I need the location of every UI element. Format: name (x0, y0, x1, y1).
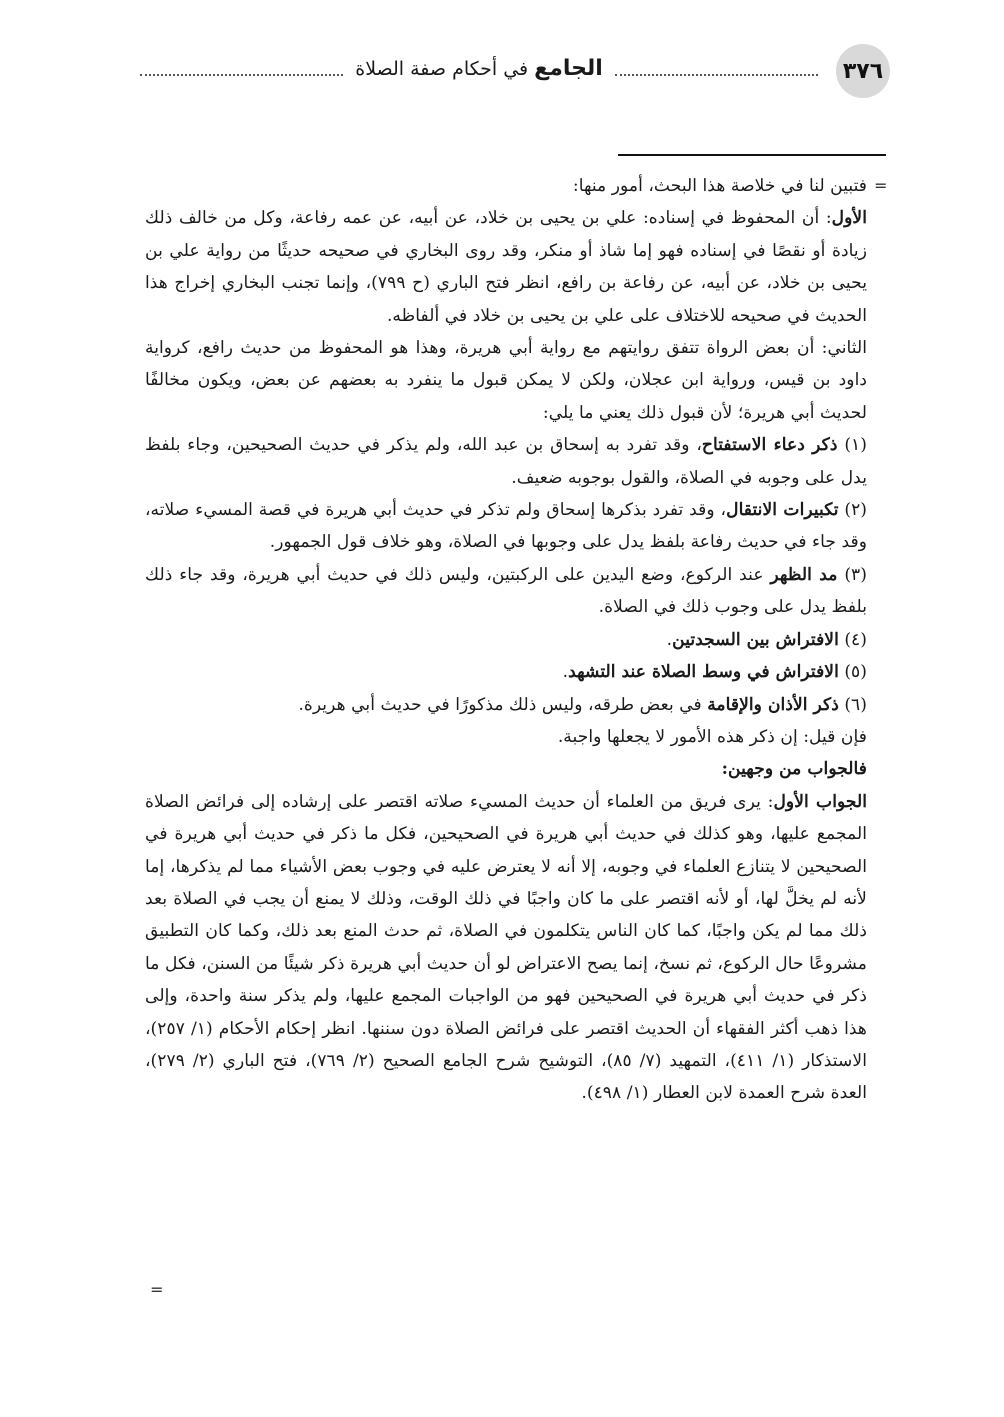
footnote-text (145, 170, 867, 1110)
header-dots-right (615, 62, 818, 76)
item-text: . (666, 629, 673, 650)
item-text: ، وقد تفرد به إسحاق بن عبد الله، ولم يذكر في حديث الصحيحين، وجاء بلفظ يدل على وجوبه في الصلاة، والقول بوجوبه ضعيف. (145, 435, 867, 488)
item-number: (٢) (838, 500, 868, 521)
header-dots-left (140, 62, 343, 76)
paragraph-bold: الأول (831, 208, 867, 229)
running-title (140, 56, 818, 81)
answer-heading (145, 753, 867, 785)
item-bold: مد الظهر (770, 564, 838, 585)
paragraph-text: : يرى فريق من العلماء أن حديث المسيء صلاته اقتصر على إرشاده إلى فرائض الصلاة المجمع عليها، وهو كذلك في حديث أبي هريرة في الصحيحين، فكل ما ذكر في حديث أبي هريرة في الصحيحين لا يتنازع العلماء في وجوبه، إلا أنه لا يعترض عليه في وجوب بعض الأشياء مما لم يذكرها، إما لأنه لم يخلَّ لها، أو لأنه اقتصر على ما كان واجبًا في ذلك الوقت، وذلك لا يمنع أن يجب في الصلاة بعد ذلك مما لم يكن واجبًا، كما كان الناس يتكلمون في الصلاة، ثم حدث المنع بعد ذلك، وكما كان التطبيق مشروعًا حال الركوع، ثم نسخ، إنما يصح الاعتراض لو أن حديث أبي هريرة ذكر شيئًا من السنن، فكل ما ذكر في حديث أبي هريرة في الصحيحين فهو من الواجبات المجمع عليها، ولم يذكر سنة واحدة، وإلى هذا ذهب أكثر الفقهاء أن الحديث اقتصر على فرائض الصلاة دون سننها. انظر إحكام الأحكام (١/ ٢٥٧)، الاستذكار (١/ ٤١١)، التمهيد (٧/ ٨٥)، التوشيح شرح الجامع الصحيح (٢/ ٧٦٩)، فتح الباري (٢/ ٢٧٩)، العدة شرح العمدة لابن العطار (١/ ٤٩٨). (145, 791, 867, 1104)
item-number: (٥) (838, 662, 867, 683)
list-item-6 (145, 689, 867, 721)
page-number-badge (836, 44, 890, 98)
list-item-3 (145, 559, 867, 624)
item-number: (١) (837, 435, 867, 456)
footnote-separator (618, 154, 886, 156)
paragraph-text: فإن قيل: إن ذكر هذه الأمور لا يجعلها واجبة. (557, 726, 867, 747)
item-number: (٤) (838, 629, 867, 650)
paragraph-second (145, 332, 867, 429)
paragraph-text: فتبين لنا في خلاصة هذا البحث، أمور منها: (572, 176, 867, 196)
item-bold: الافتراش في وسط الصلاة عند التشهد (568, 662, 839, 683)
item-bold: الافتراش بين السجدتين (672, 629, 839, 650)
paragraph-bold: الجواب الأول (773, 791, 867, 812)
book-title (355, 56, 603, 81)
continuation-mark-bottom: = (150, 1280, 164, 1299)
book-title-main: الجامع (534, 56, 603, 81)
paragraph-text: : أن المحفوظ في إسناده: علي بن يحيى بن خلاد، عن أبيه، عن عمه رفاعة، وكل من خالف ذلك زيادة أو نقصًا في إسناده فهو إما شاذ أو منكر، وقد روى البخاري في صحيحه حديثًا من رواية علي بن يحيى بن خلاد، عن أبيه، عن رفاعة بن رافع، انظر فتح الباري (ح ٧٩٩)، وإنما تجنب البخاري إخراج هذا الحديث في صحيحه للاختلاف على علي بن يحيى بن خلاد في ألفاظه. (145, 208, 867, 326)
continuation-mark-top: = (874, 176, 888, 195)
item-bold: ذكر دعاء الاستفتاح (701, 435, 838, 456)
paragraph-text: الثاني: أن بعض الرواة تتفق روايتهم مع رواية أبي هريرة، وهذا هو المحفوظ من حديث رافع، كرواية داود بن قيس، ورواية ابن عجلان، ولكن لا يمكن قبول ما ينفرد به بعضهم عن بعض، ويكون مخالفًا لحديث أبي هريرة؛ لأن قبول ذلك يعني ما يلي: (145, 338, 867, 423)
paragraph-bold: فالجواب من وجهين: (721, 759, 867, 780)
list-item-2 (145, 494, 867, 559)
item-text: . (562, 662, 569, 683)
book-title-rest: في أحكام صفة الصلاة (355, 58, 529, 80)
item-text: في بعض طرقه، وليس ذلك مذكورًا في حديث أبي هريرة. (298, 694, 708, 715)
list-item-1 (145, 429, 867, 494)
paragraph-answer1 (145, 786, 867, 1110)
list-item-5 (145, 656, 867, 688)
paragraph-first (145, 202, 867, 332)
item-number: (٦) (838, 694, 867, 715)
item-text: عند الركوع، وضع اليدين على الركبتين، وليس ذلك في حديث أبي هريرة، وقد جاء ذلك بلفظ يدل على وجوب ذلك في الصلاة. (145, 564, 867, 618)
page-header (140, 44, 890, 100)
item-bold: ذكر الأذان والإقامة (707, 694, 839, 715)
page-number: ٣٧٦ (842, 58, 884, 84)
paragraph-intro (145, 170, 867, 202)
list-item-4 (145, 624, 867, 656)
item-bold: تكبيرات الانتقال (726, 500, 839, 521)
item-number: (٣) (837, 564, 867, 585)
item-text: ، وقد تفرد بذكرها إسحاق ولم تذكر في حديث أبي هريرة في قصة المسيء صلاته، وقد جاء في حديث رفاعة بلفظ يدل على وجوبها في الصلاة، وهو خلاف قول الجمهور. (145, 500, 867, 553)
paragraph-question (145, 721, 867, 753)
